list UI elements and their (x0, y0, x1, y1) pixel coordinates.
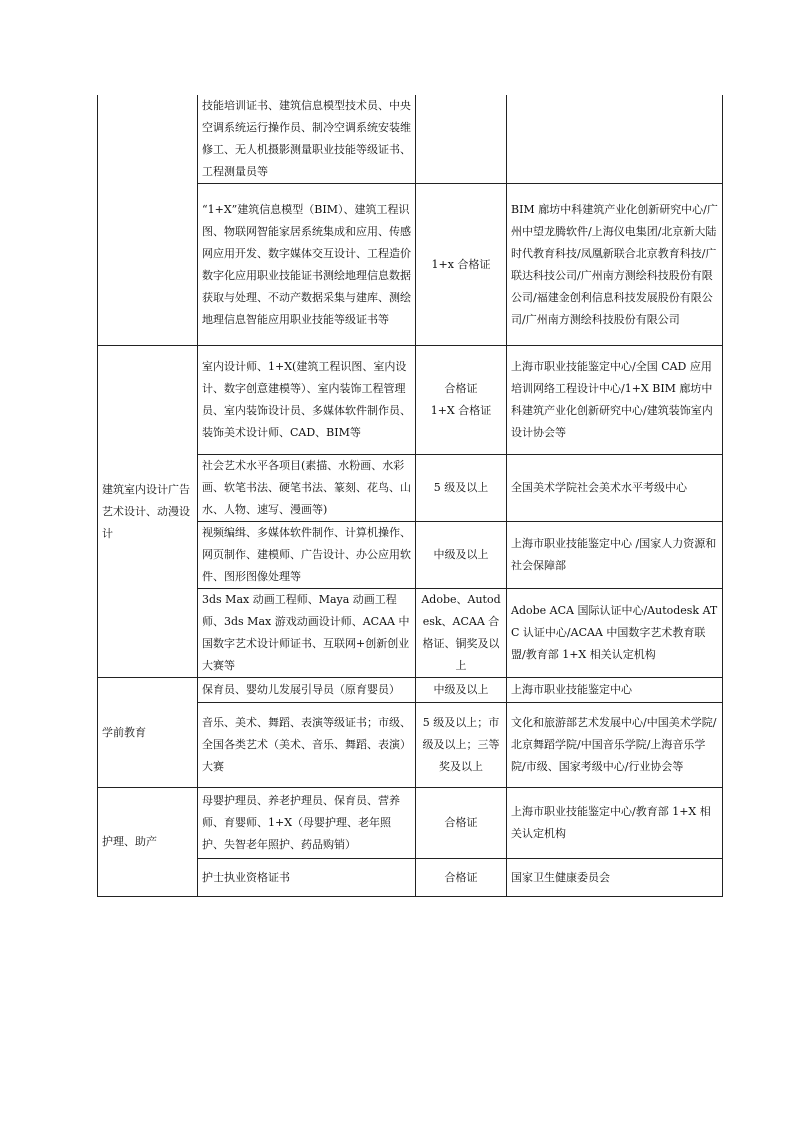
certificate-cell: 音乐、美术、舞蹈、表演等级证书；市级、全国各类艺术（美术、音乐、舞蹈、表演）大赛 (198, 703, 416, 788)
level-cell: 5 级及以上 (416, 455, 507, 522)
certificate-cell: 3ds Max 动画工程师、Maya 动画工程师、3ds Max 游戏动画设计师、ACAA 中国数字艺术设计师证书、互联网+创新创业大赛等 (198, 589, 416, 678)
level-cell: 5 级及以上；市级及以上；三等奖及以上 (416, 703, 507, 788)
certificate-cell: 保育员、婴幼儿发展引导员（原育婴员） (198, 678, 416, 703)
level-cell: 合格证 1+X 合格证 (416, 346, 507, 455)
issuer-cell: 上海市职业技能鉴定中心 (507, 678, 723, 703)
major-cell: 学前教育 (98, 678, 198, 788)
level-cell: 合格证 (416, 788, 507, 859)
issuer-cell: 文化和旅游部艺术发展中心/中国美术学院/北京舞蹈学院/中国音乐学院/上海音乐学院/市级、国家考级中心/行业协会等 (507, 703, 723, 788)
table-row (98, 346, 723, 455)
issuer-cell: BIM 廊坊中科建筑产业化创新研究中心/广州中望龙腾软件/上海仪电集团/北京新大陆时代教育科技/凤凰新联合北京教育科技/广联达科技公司/广州南方测绘科技股份有限公司/福建金创利信息科技发展股份有限公司/广州南方测绘科技股份有限公司 (507, 184, 723, 346)
certificate-cell: 母婴护理员、养老护理员、保育员、营养师、育婴师、1+X（母婴护理、老年照护、失智老年照护、药品购销） (198, 788, 416, 859)
level-cell: Adobe、Autodesk、ACAA 合格证、铜奖及以上 (416, 589, 507, 678)
certificate-cell: “1+X”建筑信息模型（BIM）、建筑工程识图、物联网智能家居系统集成和应用、传感网应用开发、数字媒体交互设计、工程造价数字化应用职业技能证书测绘地理信息数据获取与处理、不动产数据采集与建库、测绘地理信息智能应用职业技能等级证书等 (198, 184, 416, 346)
major-cell (98, 95, 198, 346)
table-row (98, 678, 723, 703)
certificate-cell: 视频编缉、多媒体软件制作、计算机操作、网页制作、建模师、广告设计、办公应用软件、图形图像处理等 (198, 522, 416, 589)
issuer-cell: 上海市职业技能鉴定中心/教育部 1+X 相关认定机构 (507, 788, 723, 859)
certificate-cell: 室内设计师、1+X(建筑工程识图、室内设计、数字创意建模等）、室内装饰工程管理员、室内装饰设计员、多媒体软件制作员、装饰美术设计师、CAD、BIM等 (198, 346, 416, 455)
level-cell: 中级及以上 (416, 522, 507, 589)
level-cell: 合格证 (416, 859, 507, 897)
table-row (98, 788, 723, 859)
certificate-cell: 社会艺术水平各项目(素描、水粉画、水彩画、软笔书法、硬笔书法、篆刻、花鸟、山水、人物、速写、漫画等) (198, 455, 416, 522)
certificate-cell: 技能培训证书、建筑信息模型技术员、中央空调系统运行操作员、制冷空调系统安装维修工、无人机摄影测量职业技能等级证书、工程测量员等 (198, 95, 416, 184)
certificate-cell: 护士执业资格证书 (198, 859, 416, 897)
issuer-cell: 国家卫生健康委员会 (507, 859, 723, 897)
major-cell: 建筑室内设计广告艺术设计、动漫设计 (98, 346, 198, 678)
major-cell: 护理、助产 (98, 788, 198, 897)
certificate-table (97, 95, 723, 897)
level-cell: 1+x 合格证 (416, 184, 507, 346)
issuer-cell: 上海市职业技能鉴定中心/全国 CAD 应用培训网络工程设计中心/1+X BIM 廊坊中科建筑产业化创新研究中心/建筑装饰室内设计协会等 (507, 346, 723, 455)
level-cell (416, 95, 507, 184)
issuer-cell: Adobe ACA 国际认证中心/Autodesk ATC 认证中心/ACAA 中国数字艺术教育联盟/教育部 1+X 相关认定机构 (507, 589, 723, 678)
table-row (98, 95, 723, 184)
issuer-cell: 上海市职业技能鉴定中心 /国家人力资源和社会保障部 (507, 522, 723, 589)
level-cell: 中级及以上 (416, 678, 507, 703)
issuer-cell (507, 95, 723, 184)
issuer-cell: 全国美术学院社会美术水平考级中心 (507, 455, 723, 522)
